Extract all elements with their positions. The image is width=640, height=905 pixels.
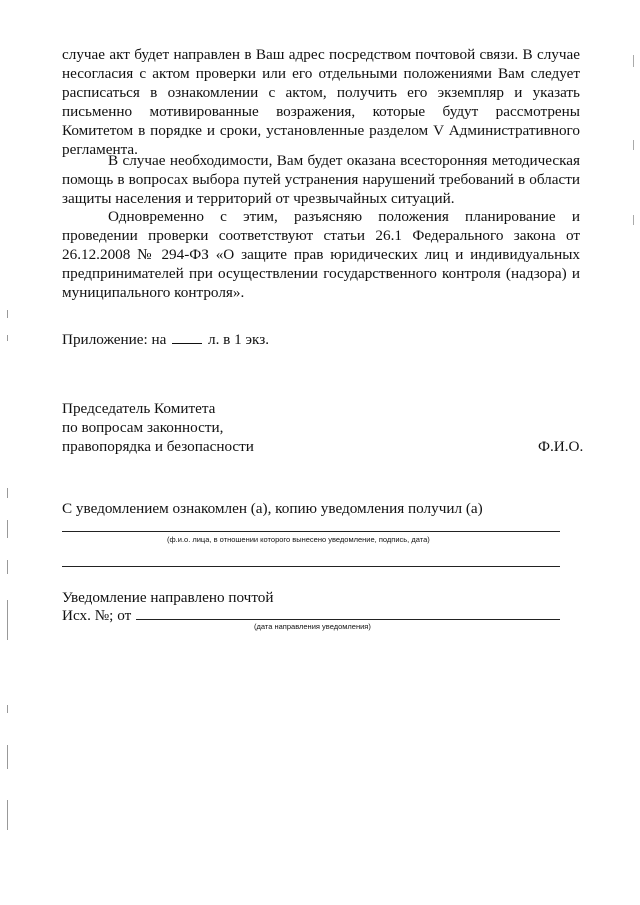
paragraph-act-delivery: случае акт будет направлен в Ваш адрес посредством почтовой связи. В случае несогласия с актом проверки или его отдельными положениями Вам следует расписаться в ознакомлении с актом, получить его экземпляр и указать письменно мотивированные возражения, которые будут рассмотрены Комитетом в порядке и сроки, установленные разделом V Административного регламента. xyxy=(62,46,580,158)
acknowledgement-text: С уведомлением ознакомлен (а), копию уведомления получил (а) xyxy=(62,500,483,517)
scan-artifact xyxy=(7,560,8,574)
signature-title-line-1: Председатель Комитета xyxy=(62,400,216,417)
scan-artifact xyxy=(7,600,8,640)
attachment-pages-blank xyxy=(172,331,202,344)
scan-artifact xyxy=(633,55,634,67)
scan-artifact xyxy=(7,335,8,341)
scan-artifact xyxy=(7,520,8,538)
scan-artifact xyxy=(633,215,634,225)
attachment-prefix: Приложение: на xyxy=(62,331,167,348)
scan-artifact xyxy=(7,488,8,498)
scan-artifact xyxy=(7,745,8,769)
mail-date-line xyxy=(136,619,560,620)
attachment-line xyxy=(62,330,269,349)
mail-date-caption: (дата направления уведомления) xyxy=(254,622,371,631)
scan-artifact xyxy=(633,140,634,150)
paragraph-methodical-help: В случае необходимости, Вам будет оказана всесторонняя методическая помощь в вопросах выбора путей устранения нарушений требований в области защиты населения и территорий от чрезвычайных ситуаций. xyxy=(62,152,580,207)
scan-artifact xyxy=(7,705,8,713)
outgoing-number-label: Исх. №; от xyxy=(62,607,132,624)
scan-artifact xyxy=(7,310,8,318)
attachment-suffix: л. в 1 экз. xyxy=(208,331,270,348)
scan-artifact xyxy=(7,800,8,830)
acknowledgement-signature-line xyxy=(62,531,560,532)
mail-sent-text: Уведомление направлено почтой xyxy=(62,589,274,606)
second-signature-line xyxy=(62,566,560,567)
signature-title-line-2: по вопросам законности, xyxy=(62,419,224,436)
acknowledgement-caption: (ф.и.о. лица, в отношении которого вынесено уведомление, подпись, дата) xyxy=(167,535,430,544)
signature-title-line-3: правопорядка и безопасности xyxy=(62,438,254,455)
paragraph-law-reference: Одновременно с этим, разъясняю положения планирование и проведении проверки соответствуют статьи 26.1 Федерального закона от 26.12.2008 № 294-ФЗ «О защите прав юридических лиц и индивидуальных предпринимателей при осуществлении государственного контроля (надзора) и муниципального контроля». xyxy=(62,208,580,301)
signature-fio: Ф.И.О. xyxy=(538,438,584,455)
